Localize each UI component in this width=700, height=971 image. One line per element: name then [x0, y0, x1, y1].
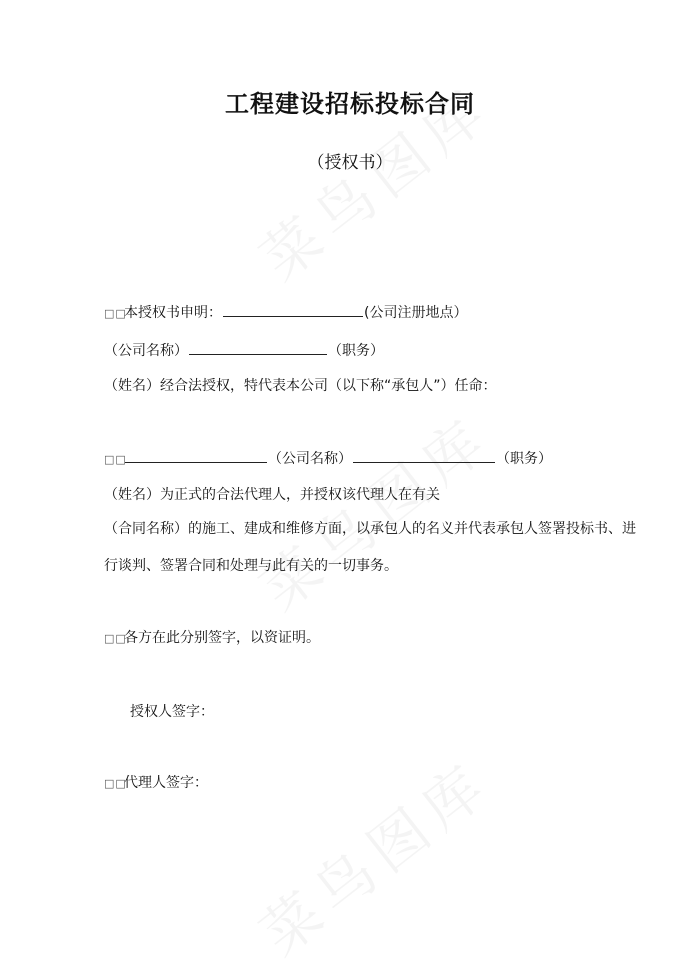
indent-marks: □□: [104, 453, 127, 466]
position-blank[interactable]: [189, 340, 327, 355]
document-subtitle: （授权书）: [307, 153, 393, 173]
registered-address-blank[interactable]: [223, 302, 363, 317]
position-label: （职务）: [328, 343, 384, 359]
agent-company-label: （公司名称）: [268, 451, 352, 467]
agent-company-line: [104, 448, 552, 470]
agent-name-blank[interactable]: [125, 448, 267, 463]
agent-signature-label: 代理人签字：: [124, 775, 208, 791]
company-label: （公司名称）: [104, 343, 188, 359]
document-title: 工程建设招标投标合同: [225, 90, 475, 118]
scope-line-continued: 行谈判、签署合同和处理与此有关的一切事务。: [104, 558, 398, 574]
authorization-line: （姓名）经合法授权，特代表本公司（以下称“承包人”）任命：: [104, 378, 497, 394]
statement-suffix: (公司注册地点）: [364, 305, 468, 321]
appointment-line: （姓名）为正式的合法代理人，并授权该代理人在有关: [104, 487, 440, 503]
agent-signature-line: [104, 773, 208, 794]
indent-marks: □□: [104, 777, 127, 790]
statement-prefix: 本授权书申明：: [124, 305, 222, 321]
statement-line: [104, 302, 467, 324]
agent-position-blank[interactable]: [353, 448, 495, 463]
indent-marks: □□: [104, 632, 127, 645]
witness-line: [104, 628, 320, 649]
company-line: [104, 340, 384, 361]
indent-marks: □□: [104, 307, 127, 320]
watermark: [240, 738, 506, 971]
agent-position-label: （职务）: [496, 451, 552, 467]
grantor-signature-label: 授权人签字：: [130, 704, 214, 720]
scope-line: （合同名称）的施工、建成和维修方面，以承包人的名义并代表承包人签署投标书、进: [104, 521, 636, 537]
watermark: [240, 393, 506, 627]
witness-text: 各方在此分别签字，以资证明。: [124, 630, 320, 646]
